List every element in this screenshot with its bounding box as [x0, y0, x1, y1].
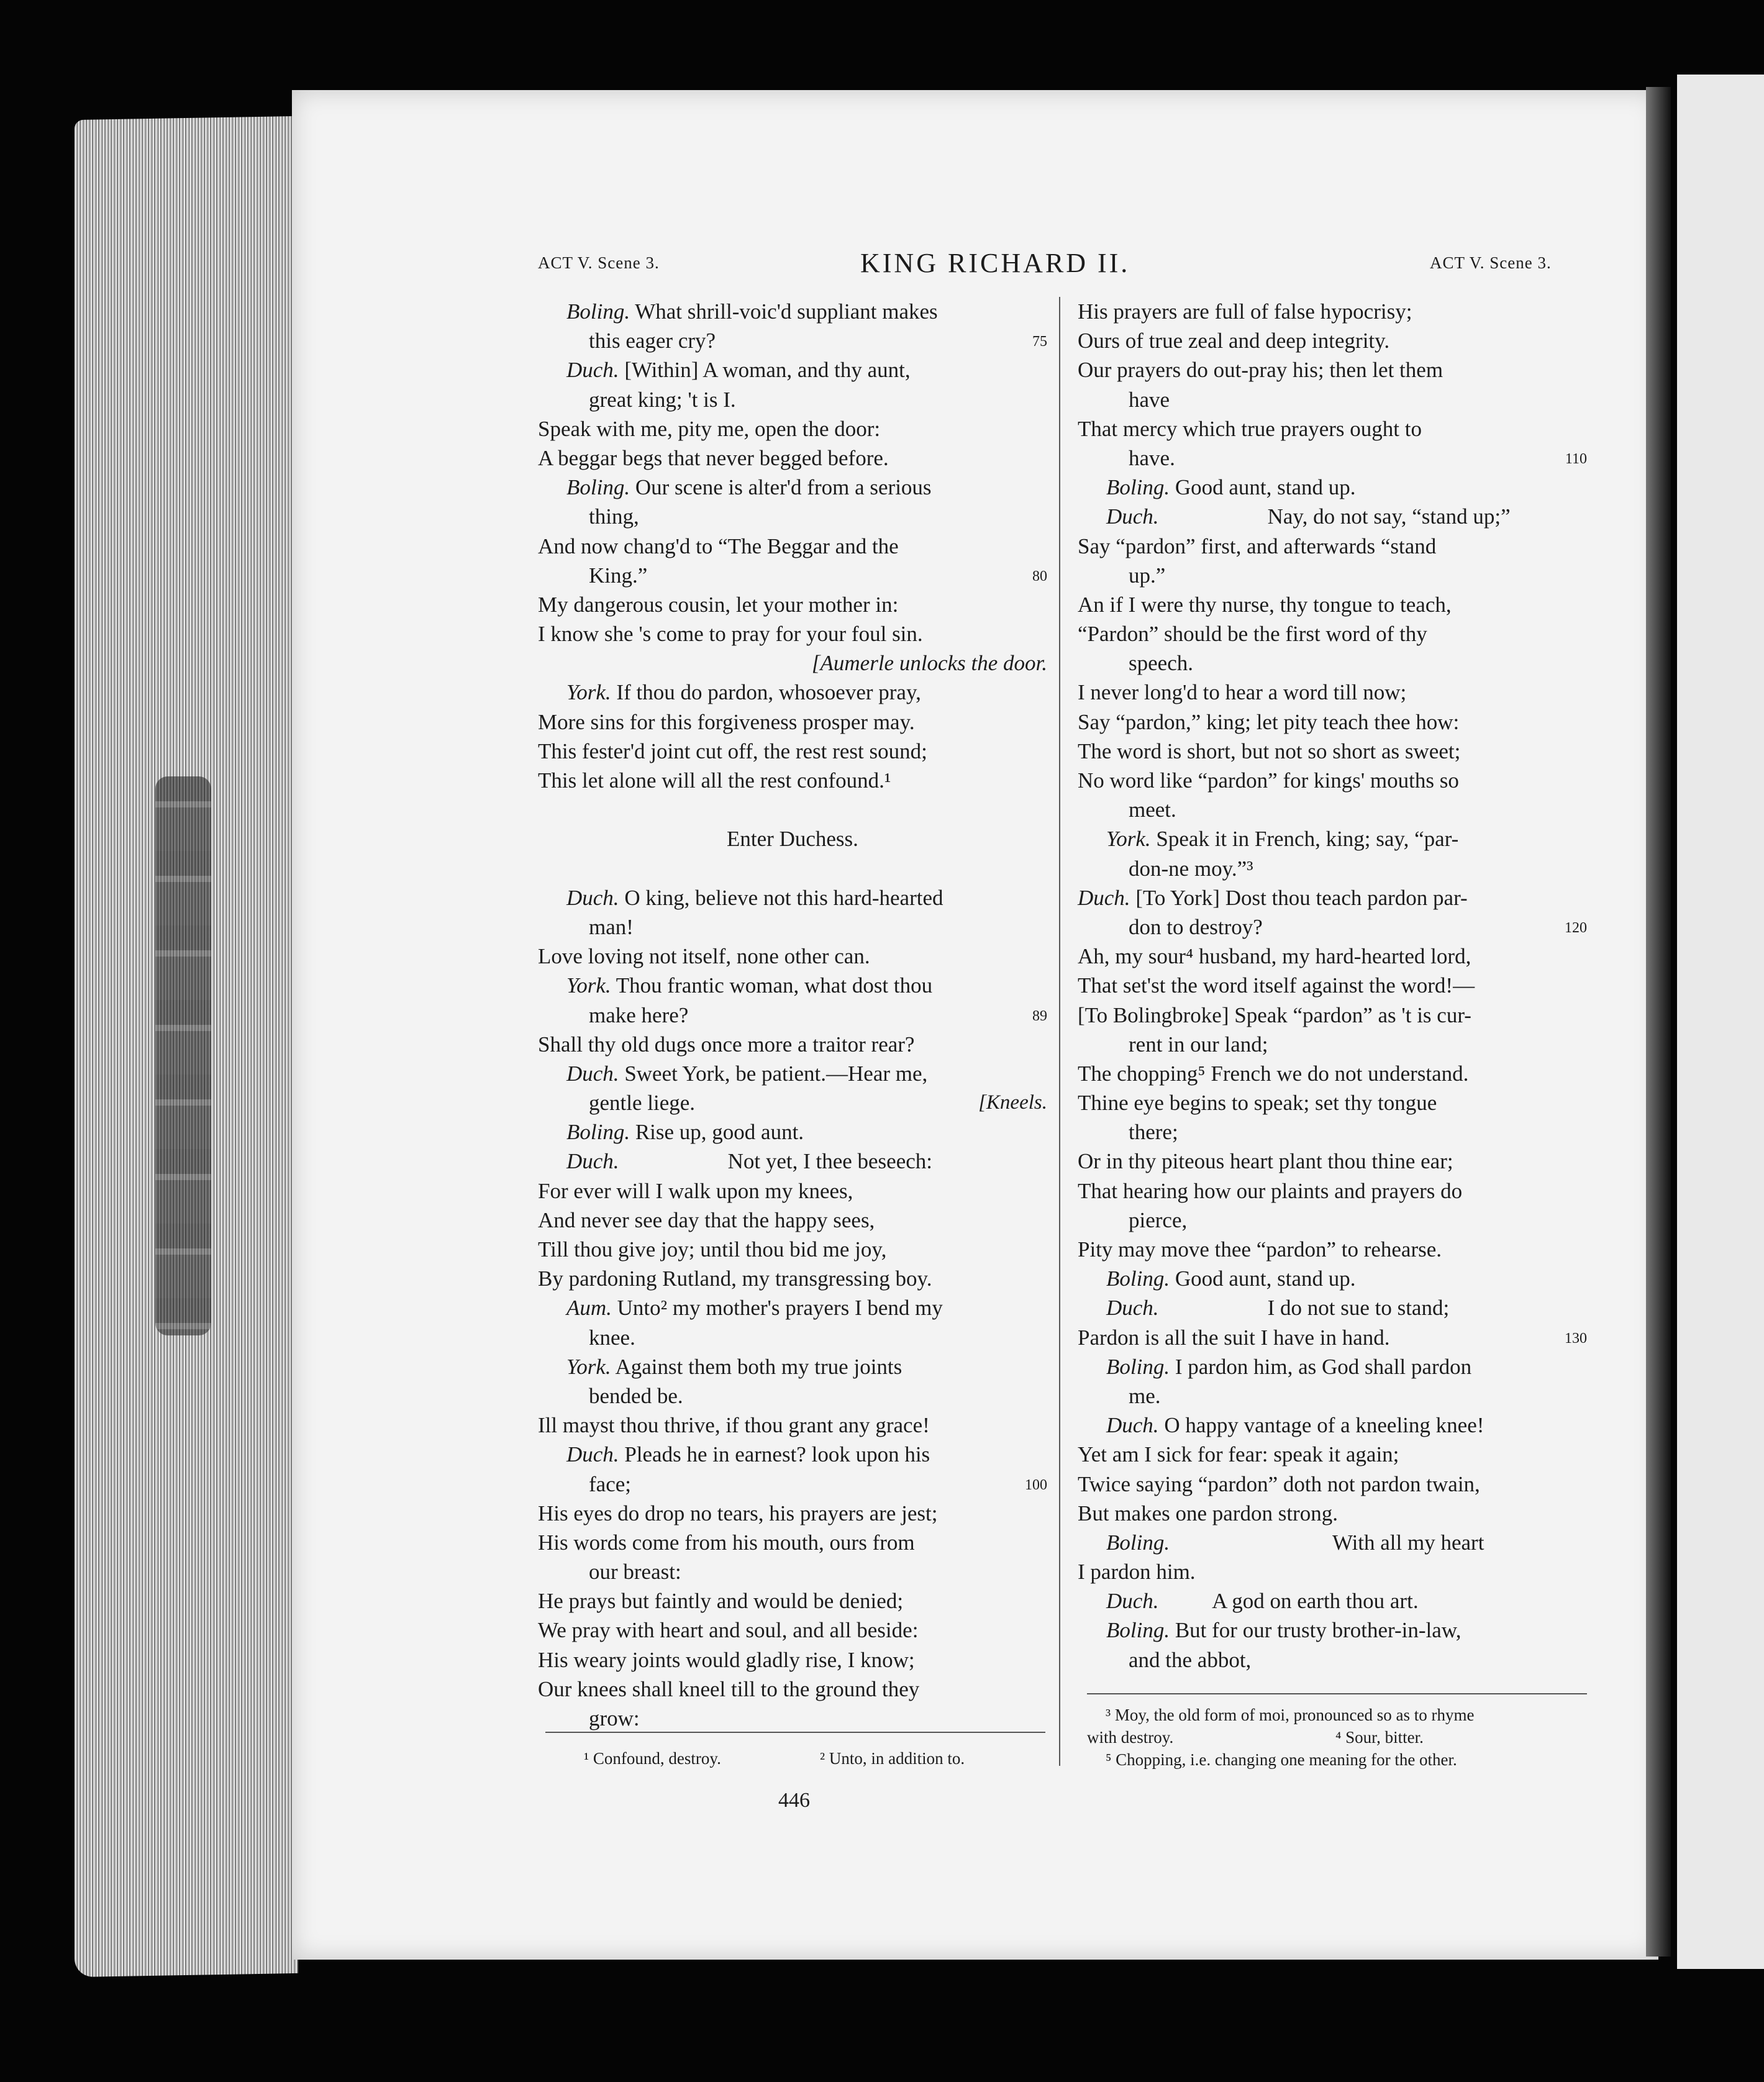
verse-line [538, 1528, 1047, 1557]
line-text: Our scene is alter'd from a serious [630, 475, 932, 500]
verse-line [1078, 766, 1587, 795]
verse-line [538, 854, 1047, 883]
line-text: Not yet, I thee beseech: [619, 1149, 933, 1174]
verse-line [538, 1557, 1047, 1586]
verse-line [538, 1235, 1047, 1264]
running-head-left: ACT V. Scene 3. [538, 253, 660, 272]
line-text: Pardon is all the suit I have in hand. [1078, 1325, 1390, 1350]
verse-line [1078, 561, 1587, 590]
verse-line [538, 1001, 1047, 1030]
line-text: His eyes do drop no tears, his prayers are jest; [538, 1501, 938, 1525]
verse-line [1078, 648, 1587, 678]
verse-line [1078, 707, 1587, 737]
line-text: gentle liege. [589, 1091, 696, 1116]
verse-line [1078, 619, 1587, 648]
speaker-name: Boling. [566, 475, 630, 500]
facing-page-edge [1677, 75, 1764, 1969]
line-text: this eager cry? [589, 329, 716, 353]
line-text: have [1129, 387, 1170, 412]
line-text: And now chang'd to “The Beggar and the [538, 534, 899, 558]
page-number: 446 [778, 1789, 810, 1812]
verse-line [1078, 1352, 1587, 1381]
verse-line [1078, 824, 1587, 853]
verse-line [538, 1117, 1047, 1147]
verse-line [538, 1616, 1047, 1645]
verse-line [538, 473, 1047, 502]
left-column-text [538, 297, 1047, 1733]
verse-line [1078, 678, 1587, 707]
verse-line [1078, 883, 1587, 912]
speaker-name: Aum. [566, 1296, 612, 1321]
verse-line [538, 619, 1047, 648]
line-text: our breast: [589, 1560, 681, 1584]
speaker-name: Boling. [1106, 1530, 1170, 1555]
line-text: speech. [1129, 651, 1193, 676]
line-text: Thine eye begins to speak; set thy tongue [1078, 1091, 1437, 1116]
line-text: Speak it in French, king; say, “par- [1150, 827, 1459, 852]
verse-line [1078, 326, 1587, 355]
verse-line [538, 502, 1047, 531]
speaker-name: Boling. [1106, 1354, 1170, 1379]
line-text: Ours of true zeal and deep integrity. [1078, 329, 1390, 353]
line-text: His weary joints would gladly rise, I know; [538, 1647, 915, 1672]
line-text: “Pardon” should be the first word of thy [1078, 622, 1427, 647]
line-text: An if I were thy nurse, thy tongue to teach, [1078, 592, 1452, 617]
page-gutter [1646, 87, 1671, 1957]
verse-line [538, 443, 1047, 473]
verse-line [1078, 1235, 1587, 1264]
verse-line [538, 795, 1047, 824]
verse-line [1078, 443, 1587, 473]
line-number: 89 [1032, 1007, 1047, 1024]
verse-line [538, 971, 1047, 1000]
line-text: More sins for this forgiveness prosper may. [538, 709, 915, 734]
line-text: face; [589, 1471, 631, 1496]
verse-line [538, 1323, 1047, 1352]
line-number: 75 [1032, 334, 1047, 350]
line-text: O happy vantage of a kneeling knee! [1158, 1413, 1484, 1438]
footnote-rule-right [1087, 1693, 1587, 1694]
verse-line [538, 1499, 1047, 1528]
verse-line [538, 1411, 1047, 1440]
verse-line [1078, 1030, 1587, 1059]
verse-line [1078, 971, 1587, 1000]
verse-line [538, 532, 1047, 561]
verse-line [538, 883, 1047, 912]
line-text: No word like “pardon” for kings' mouths so [1078, 768, 1459, 793]
verse-line [1078, 1528, 1587, 1557]
verse-line [1078, 385, 1587, 414]
line-number: 130 [1565, 1330, 1587, 1347]
verse-line [1078, 1264, 1587, 1293]
line-text: Nay, do not say, “stand up;” [1158, 504, 1511, 529]
line-text: His prayers are full of false hypocrisy; [1078, 299, 1412, 324]
verse-line [1078, 1176, 1587, 1206]
verse-line [538, 385, 1047, 414]
verse-line [538, 1059, 1047, 1088]
verse-line [538, 1264, 1047, 1293]
line-text: And never see day that the happy sees, [538, 1207, 875, 1232]
verse-line [538, 1675, 1047, 1704]
speaker-name: Boling. [1106, 1618, 1170, 1643]
verse-line [538, 942, 1047, 971]
line-text: What shrill-voic'd suppliant makes [630, 299, 938, 324]
verse-line [538, 1030, 1047, 1059]
speaker-name: Duch. [566, 1149, 619, 1174]
verse-line [1078, 1323, 1587, 1352]
verse-line [1078, 473, 1587, 502]
line-text: make here? [589, 1002, 689, 1027]
line-text: Ill mayst thou thrive, if thou grant any grace! [538, 1413, 930, 1438]
footnote-1: ¹ Confound, destroy. [584, 1749, 721, 1768]
verse-line [538, 1440, 1047, 1469]
verse-line [1078, 502, 1587, 531]
line-text: If thou do pardon, whosoever pray, [611, 680, 921, 705]
line-text: I do not sue to stand; [1158, 1296, 1450, 1321]
verse-line [538, 766, 1047, 795]
speaker-name: Duch. [566, 1061, 619, 1086]
line-text: We pray with heart and soul, and all beside: [538, 1618, 919, 1643]
verse-line [1078, 1147, 1587, 1176]
verse-line [1078, 1293, 1587, 1322]
line-text: Speak with me, pity me, open the door: [538, 416, 881, 441]
line-text: have. [1129, 445, 1175, 470]
verse-line [1078, 942, 1587, 971]
verse-line [538, 648, 1047, 678]
speaker-name: York. [566, 973, 611, 998]
line-text: Shall thy old dugs once more a traitor rear? [538, 1032, 915, 1057]
line-text: I pardon him, as God shall pardon [1170, 1354, 1472, 1379]
line-text: That hearing how our plaints and prayers do [1078, 1178, 1463, 1203]
column-rule [1059, 297, 1060, 1766]
verse-line [538, 1206, 1047, 1235]
speaker-name: Boling. [1106, 1266, 1170, 1291]
line-number: 120 [1565, 919, 1587, 936]
line-text: man! [589, 914, 634, 939]
line-text: bended be. [589, 1383, 683, 1408]
verse-line [538, 590, 1047, 619]
speaker-name: Duch. [1078, 885, 1130, 910]
verse-line [1078, 1557, 1587, 1586]
verse-line [538, 737, 1047, 766]
line-text: thing, [589, 504, 639, 529]
line-text: Pleads he in earnest? look upon his [619, 1442, 930, 1467]
line-text: great king; 't is I. [589, 387, 736, 412]
verse-line [1078, 1001, 1587, 1030]
speaker-name: Duch. [1106, 504, 1159, 529]
speaker-name: Duch. [566, 358, 619, 383]
verse-line [538, 824, 1047, 853]
spine-stamp [155, 776, 211, 1335]
verse-line [1078, 1206, 1587, 1235]
verse-line [1078, 1117, 1587, 1147]
line-text: Love loving not itself, none other can. [538, 944, 870, 969]
speaker-name: Duch. [1106, 1589, 1159, 1614]
verse-line [1078, 1499, 1587, 1528]
line-text: there; [1129, 1120, 1178, 1145]
verse-line [538, 1147, 1047, 1176]
line-text: me. [1129, 1383, 1161, 1408]
line-text: Or in thy piteous heart plant thou thine ear; [1078, 1149, 1453, 1174]
line-text: Our prayers do out-pray his; then let them [1078, 358, 1443, 383]
line-text: grow: [589, 1706, 640, 1730]
speaker-name: Boling. [566, 299, 630, 324]
line-text: But for our trusty brother-in-law, [1170, 1618, 1462, 1643]
line-text: don to destroy? [1129, 914, 1263, 939]
verse-line [1078, 912, 1587, 942]
line-text: By pardoning Rutland, my transgressing boy. [538, 1266, 932, 1291]
line-text: With all my heart [1170, 1530, 1484, 1555]
footnote-5: ⁵ Chopping, i.e. changing one meaning for the other. [1106, 1750, 1457, 1769]
footnote-3b: with destroy. [1087, 1728, 1174, 1747]
line-text: meet. [1129, 798, 1176, 822]
line-text: Say “pardon,” king; let pity teach thee how: [1078, 709, 1460, 734]
verse-line [538, 297, 1047, 326]
line-text: I pardon him. [1078, 1560, 1196, 1584]
verse-line [1078, 532, 1587, 561]
line-text: Ah, my sour⁴ husband, my hard-hearted lord, [1078, 944, 1471, 969]
line-text: Pity may move thee “pardon” to rehearse. [1078, 1237, 1442, 1261]
line-text: Twice saying “pardon” doth not pardon twain, [1078, 1471, 1480, 1496]
verse-line [538, 326, 1047, 355]
line-text: [To Bolingbroke] Speak “pardon” as 't is cur- [1078, 1002, 1471, 1027]
verse-line [538, 1704, 1047, 1733]
line-text: This fester'd joint cut off, the rest rest sound; [538, 739, 927, 763]
verse-line [1078, 795, 1587, 824]
line-text: up.” [1129, 563, 1166, 588]
line-text: Thou frantic woman, what dost thou [611, 973, 933, 998]
speaker-name: Duch. [566, 885, 619, 910]
line-text: My dangerous cousin, let your mother in: [538, 592, 899, 617]
verse-line [1078, 1616, 1587, 1645]
verse-line [538, 1176, 1047, 1206]
verse-line [1078, 1440, 1587, 1469]
line-text: [Within] A woman, and thy aunt, [619, 358, 911, 383]
speaker-name: York. [566, 1354, 611, 1379]
verse-line [1078, 1645, 1587, 1675]
verse-line [1078, 737, 1587, 766]
line-text: The word is short, but not so short as sweet; [1078, 739, 1461, 763]
line-text: For ever will I walk upon my knees, [538, 1178, 853, 1203]
line-text: O king, believe not this hard-hearted [619, 885, 943, 910]
line-text: Say “pardon” first, and afterwards “stand [1078, 534, 1437, 558]
line-text: knee. [589, 1325, 635, 1350]
verse-line [1078, 1411, 1587, 1440]
speaker-name: Duch. [1106, 1413, 1159, 1438]
line-text: A beggar begs that never begged before. [538, 445, 889, 470]
verse-line [1078, 355, 1587, 384]
line-text: The chopping⁵ French we do not understand. [1078, 1061, 1469, 1086]
verse-line [538, 1088, 1047, 1117]
line-text: Till thou give joy; until thou bid me joy, [538, 1237, 887, 1261]
speaker-name: York. [566, 680, 611, 705]
verse-line [538, 1470, 1047, 1499]
line-text: Unto² my mother's prayers I bend my [611, 1296, 943, 1321]
running-title: KING RICHARD II. [860, 248, 1130, 278]
speaker-name: Duch. [1106, 1296, 1159, 1321]
line-text: Rise up, good aunt. [630, 1120, 804, 1145]
line-number: 100 [1025, 1476, 1047, 1493]
verse-line [538, 1381, 1047, 1411]
verse-line [538, 678, 1047, 707]
line-text: Yet am I sick for fear: speak it again; [1078, 1442, 1399, 1467]
line-text: rent in our land; [1129, 1032, 1268, 1057]
line-text: Enter Duchess. [727, 827, 858, 852]
verse-line [1078, 1470, 1587, 1499]
speaker-name: Boling. [566, 1120, 630, 1145]
footnote-3a: ³ Moy, the old form of moi, pronounced so as to rhyme [1106, 1706, 1475, 1724]
line-text: pierce, [1129, 1207, 1188, 1232]
verse-line [538, 1352, 1047, 1381]
line-text: His words come from his mouth, ours from [538, 1530, 915, 1555]
footnote-rule-left [545, 1732, 1045, 1733]
line-text: A god on earth thou art. [1158, 1589, 1419, 1614]
verse-line [1078, 297, 1587, 326]
verse-line [538, 561, 1047, 590]
speaker-name: Boling. [1106, 475, 1170, 500]
verse-line [1078, 590, 1587, 619]
line-text: This let alone will all the rest confound.¹ [538, 768, 891, 793]
line-number: 110 [1565, 450, 1587, 467]
right-column-text [1078, 297, 1587, 1675]
line-text: He prays but faintly and would be denied; [538, 1589, 904, 1614]
line-text: But makes one pardon strong. [1078, 1501, 1338, 1525]
line-text: and the abbot, [1129, 1647, 1252, 1672]
line-text: [To York] Dost thou teach pardon par- [1130, 885, 1468, 910]
verse-line [538, 1586, 1047, 1616]
line-text: That mercy which true prayers ought to [1078, 416, 1422, 441]
verse-line [538, 414, 1047, 443]
line-text: Against them both my true joints [611, 1354, 902, 1379]
speaker-name: Duch. [566, 1442, 619, 1467]
verse-line [1078, 1586, 1587, 1616]
line-text: I never long'd to hear a word till now; [1078, 680, 1407, 705]
verse-line [538, 1645, 1047, 1675]
stage-direction: [Kneels. [978, 1091, 1047, 1114]
verse-line [1078, 1059, 1587, 1088]
stage-direction: [Aumerle unlocks the door. [811, 651, 1047, 676]
speaker-name: York. [1106, 827, 1151, 852]
line-text: That set'st the word itself against the word!— [1078, 973, 1475, 998]
verse-line [538, 1293, 1047, 1322]
verse-line [1078, 854, 1587, 883]
verse-line [1078, 1381, 1587, 1411]
footnote-4: ⁴ Sour, bitter. [1335, 1728, 1424, 1747]
verse-line [538, 707, 1047, 737]
footnote-2: ² Unto, in addition to. [820, 1749, 965, 1768]
running-head-right: ACT V. Scene 3. [1430, 253, 1552, 272]
line-number: 80 [1032, 568, 1047, 584]
line-text: Good aunt, stand up. [1170, 475, 1356, 500]
line-text: Sweet York, be patient.—Hear me, [619, 1061, 928, 1086]
verse-line [538, 912, 1047, 942]
line-text: King.” [589, 563, 648, 588]
line-text: I know she 's come to pray for your foul sin. [538, 622, 923, 647]
line-text: Good aunt, stand up. [1170, 1266, 1356, 1291]
verse-line [538, 355, 1047, 384]
verse-line [1078, 1088, 1587, 1117]
verse-line [1078, 414, 1587, 443]
line-text: Our knees shall kneel till to the ground they [538, 1676, 920, 1701]
line-text: don-ne moy.”³ [1129, 856, 1253, 881]
